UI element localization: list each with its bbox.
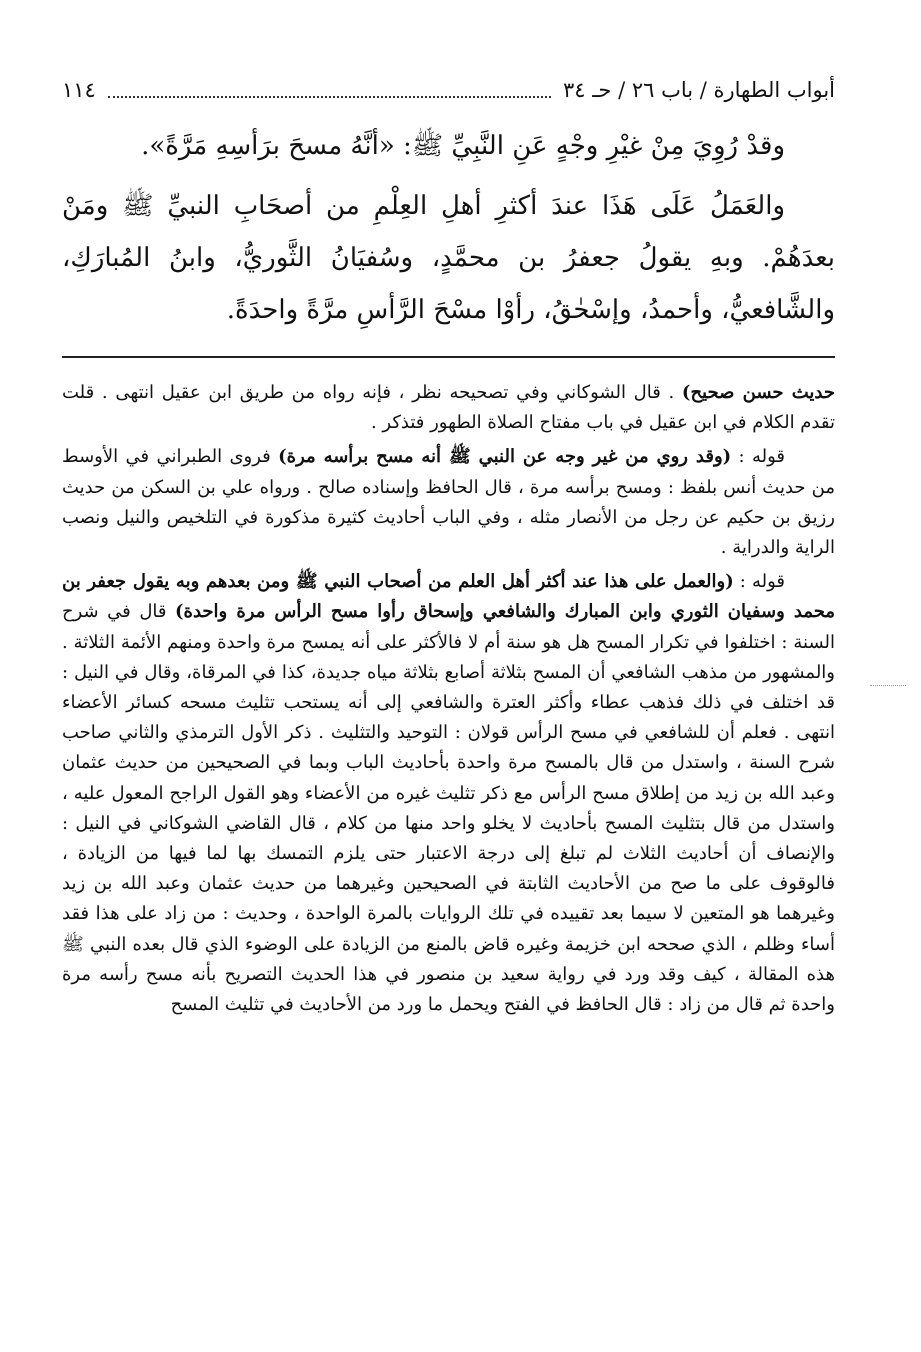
note-paragraph-1	[62, 378, 835, 438]
note-2-prefix: قوله :	[731, 446, 785, 468]
main-paragraph-1: وقدْ رُوِيَ مِنْ غيْرِ وجْهٍ عَنِ النَّبِيِّ ﷺ: «أنَّهُ مسحَ برَأسِهِ مَرَّةً».	[141, 131, 785, 161]
running-title: أبواب الطهارة / باب ٢٦ / حـ ٣٤	[563, 78, 835, 102]
note-1-bold: حديث حسن صحيح)	[681, 382, 835, 403]
main-paragraph-2: والعَمَلُ عَلَى هَذَا عندَ أكثرِ أهلِ العِلْمِ من أصحَابِ النبيِّ ﷺ ومَنْ بعدَهُمْ. وبهِ يقولُ جعفرُ بن محمَّدٍ، وسُفيَانُ الثَّوريُّ، وابنُ المُبارَكِ، والشَّافعيُّ، وأحمدُ، وإسْحٰقُ، رأوْا مسْحَ الرَّأسِ مرَّةً واحدَةً.	[62, 191, 835, 325]
hadith-text	[62, 120, 835, 344]
header-dot-leader	[108, 82, 551, 98]
page-number: ١١٤	[62, 78, 96, 102]
note-paragraph-3	[62, 567, 835, 1020]
margin-scan-mark	[870, 685, 906, 686]
note-3-text: قال في شرح السنة : اختلفوا في تكرار المسح هل هو سنة أم لا فالأكثر على أنه يمسح مرة واحدة ومنهم الأئمة الثلاثة . والمشهور من مذهب الشافعي أن المسح بثلاثة أصابع بثلاثة مياه جديدة، كذا في المرقاة، وقال في النيل : قد اختلف في ذلك فذهب عطاء وأكثر العترة والشافعي إلى أنه يستحب تثليث مسحه كسائر الأعضاء انتهى . فعلم أن للشافعي في مسح الرأس قولان : التوحيد والتثليث . ذكر الأول الترمذي والثاني صاحب شرح السنة ، واستدل من قال بالمسح مرة واحدة بأحاديث الباب وبما في الصحيحين من حديث عثمان وعبد الله بن زيد من إطلاق مسح الرأس مع ذكر تثليث غيره من الأعضاء وهو القول الراجح المعول عليه ، واستدل من قال بتثليث المسح بأحاديث لا يخلو واحد منها من كلام ، قال القاضي الشوكاني في النيل : والإنصاف أن أحاديث الثلاث لم تبلغ إلى درجة الاعتبار حتى يلزم التمسك بها لما فيها من الزيادة ، فالوقوف على ما صح من الأحاديث الثابتة في الصحيحين وغيرهما من حديث عثمان وعبد الله بن زيد وغيرهما هو المتعين لا سيما بعد تقييده في تلك الروايات بالمرة الواحدة ، وحديث : من زاد على هذا فقد أساء وظلم ، الذي صححه ابن خزيمة وغيره قاض بالمنع من الزيادة على الوضوء الذي قال بعده النبي ﷺ هذه المقالة ، كيف وقد ورد في رواية سعيد بن منصور في هذا الحديث التصريح بأنه مسح رأسه مرة واحدة ثم قال من زاد : قال الحافظ في الفتح ويحمل ما ورد من الأحاديث في تثليث المسح	[62, 601, 835, 1016]
note-paragraph-2	[62, 442, 835, 563]
note-3-prefix: قوله :	[733, 571, 785, 593]
footnote-divider	[62, 356, 835, 358]
note-3-bold: (والعمل على هذا عند أكثر أهل العلم من أصحاب النبي ﷺ ومن بعدهم وبه يقول جعفر بن محمد وسفيان الثوري وابن المبارك والشافعي وإسحاق رأوا مسح الرأس مرة واحدة)	[62, 571, 835, 623]
note-2-bold: (وقد روي من غير وجه عن النبي ﷺ أنه مسح برأسه مرة)	[278, 446, 732, 468]
page-header	[62, 74, 835, 106]
note-1-text: . قال الشوكاني وفي تصحيحه نظر ، فإنه رواه من طريق ابن عقيل انتهى . قلت تقدم الكلام في ابن عقيل في باب مفتاح الصلاة الطهور فتذكر .	[62, 382, 835, 434]
commentary	[62, 378, 835, 1024]
note-2-text: فروى الطبراني في الأوسط من حديث أنس بلفظ : ومسح برأسه مرة ، قال الحافظ وإسناده صالح . ورواه علي بن السكن من حديث رزيق بن حكيم عن رجل من الأنصار مثله ، وفي الباب أحاديث كثيرة مذكورة في التلخيص والنيل ونصب الراية والدراية .	[62, 446, 835, 559]
